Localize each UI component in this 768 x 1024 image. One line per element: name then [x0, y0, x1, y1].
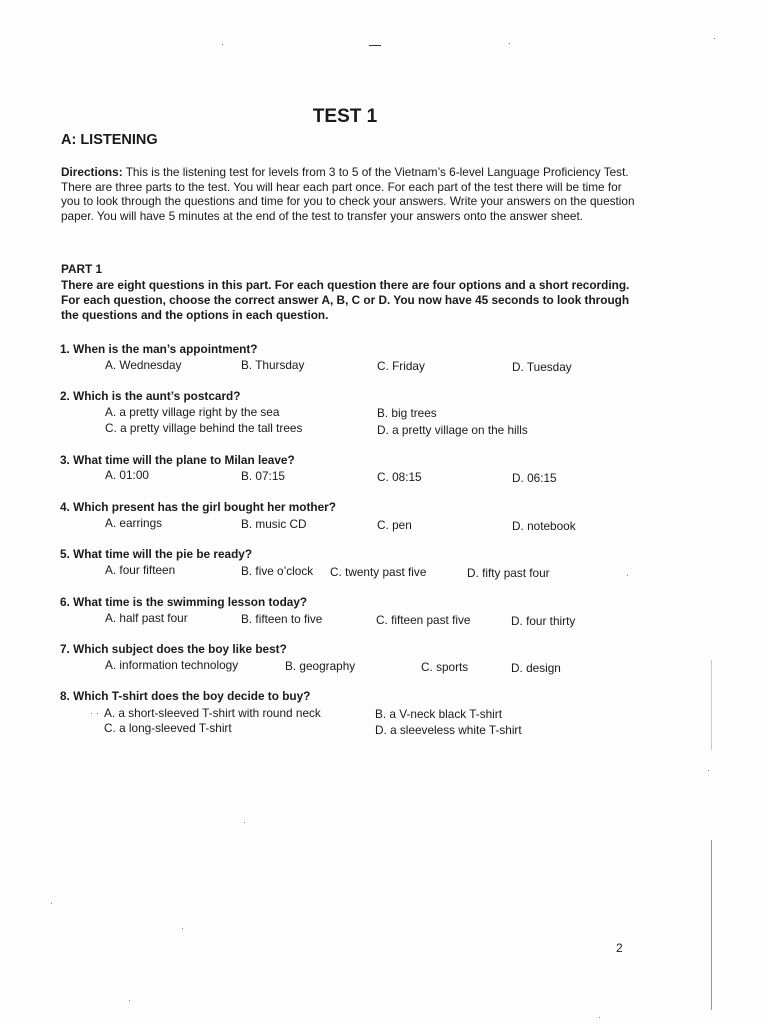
question-3-option-b: B. 07:15 — [241, 469, 285, 483]
scan-speck — [627, 575, 628, 576]
question-7: 7. Which subject does the boy like best? — [60, 642, 287, 656]
question-5-option-d: D. fifty past four — [467, 566, 550, 580]
question-3-option-d: D. 06:15 — [512, 471, 557, 485]
question-8-option-c: C. a long-sleeved T-shirt — [104, 721, 232, 735]
directions-text: This is the listening test for levels from 3 to 5 of the Vietnam’s 6-level Language Proficiency Test. There are three parts to the test. You will hear each part once. For each part of the test there will be time for you to look through the questions and time for you to check your answers. Write your answers on the question paper. You will have 5 minutes at the end of the test to transfer your answers onto the answer sheet. — [61, 165, 635, 223]
question-2-option-a: A. a pretty village right by the sea — [105, 405, 280, 419]
question-7-option-b: B. geography — [285, 659, 356, 673]
question-2-option-d: D. a pretty village on the hills — [377, 423, 528, 437]
question-1: 1. When is the man’s appointment? — [60, 342, 258, 356]
question-7-option-c: C. sports — [421, 660, 469, 674]
question-4: 4. Which present has the girl bought her mother? — [60, 500, 336, 514]
question-6-option-c: C. fifteen past five — [376, 613, 471, 627]
top-dash-mark — [369, 45, 381, 46]
question-1-option-a: A. Wednesday — [105, 358, 182, 372]
question-5-option-b: B. five o’clock — [241, 564, 314, 578]
question-7-option-d: D. design — [511, 661, 561, 675]
question-1-option-d: D. Tuesday — [512, 360, 572, 374]
scan-speck — [714, 38, 715, 39]
question-1-option-b: B. Thursday — [241, 358, 305, 372]
part-1-instructions: There are eight questions in this part. For each question there are four options and a short recording. For each question, choose the correct answer A, B, C or D. You now have 45 seconds to look through the questions and the options in each question. — [61, 278, 630, 323]
question-3: 3. What time will the plane to Milan leave? — [60, 453, 295, 467]
scan-speck — [51, 903, 52, 904]
scan-speck — [599, 1017, 600, 1018]
directions-label: Directions: — [61, 165, 123, 179]
question-2: 2. Which is the aunt’s postcard? — [60, 389, 241, 403]
question-4-option-b: B. music CD — [241, 517, 307, 531]
question-8: 8. Which T-shirt does the boy decide to buy? — [60, 689, 311, 703]
question-7-option-a: A. information technology — [105, 658, 239, 672]
question-8-option-b: B. a V-neck black T-shirt — [375, 707, 502, 721]
scan-edge-mark — [711, 840, 712, 1010]
question-4-option-d: D. notebook — [512, 519, 576, 533]
directions-paragraph — [61, 165, 636, 223]
part-1-label: PART 1 — [61, 262, 103, 276]
section-title: A: LISTENING — [61, 132, 158, 148]
question-5-option-c: C. twenty past five — [330, 565, 427, 579]
question-6-option-d: D. four thirty — [511, 614, 576, 628]
page-number: 2 — [616, 941, 623, 955]
scan-edge-mark — [711, 660, 712, 750]
question-8-option-a: A. a short-sleeved T-shirt with round neck — [104, 706, 321, 720]
test-title: TEST 1 — [312, 106, 378, 127]
scan-speck — [129, 1000, 130, 1001]
question-2-option-b: B. big trees — [377, 406, 437, 420]
question-5-option-a: A. four fifteen — [105, 563, 176, 577]
question-8-option-d: D. a sleeveless white T-shirt — [375, 723, 522, 737]
scan-speck — [91, 713, 92, 714]
scan-speck — [182, 928, 183, 929]
scan-speck — [97, 713, 98, 714]
question-3-option-c: C. 08:15 — [377, 470, 422, 484]
scan-speck — [708, 770, 709, 771]
question-2-option-c: C. a pretty village behind the tall trees — [105, 421, 303, 435]
question-6: 6. What time is the swimming lesson today? — [60, 595, 308, 609]
question-4-option-c: C. pen — [377, 518, 412, 532]
question-6-option-b: B. fifteen to five — [241, 612, 323, 626]
question-1-option-c: C. Friday — [377, 359, 425, 373]
question-3-option-a: A. 01:00 — [105, 468, 149, 482]
scan-speck — [244, 822, 245, 823]
scan-speck — [222, 44, 223, 45]
question-4-option-a: A. earrings — [105, 516, 163, 530]
scan-speck — [509, 43, 510, 44]
question-5: 5. What time will the pie be ready? — [60, 547, 253, 561]
question-6-option-a: A. half past four — [105, 611, 188, 625]
